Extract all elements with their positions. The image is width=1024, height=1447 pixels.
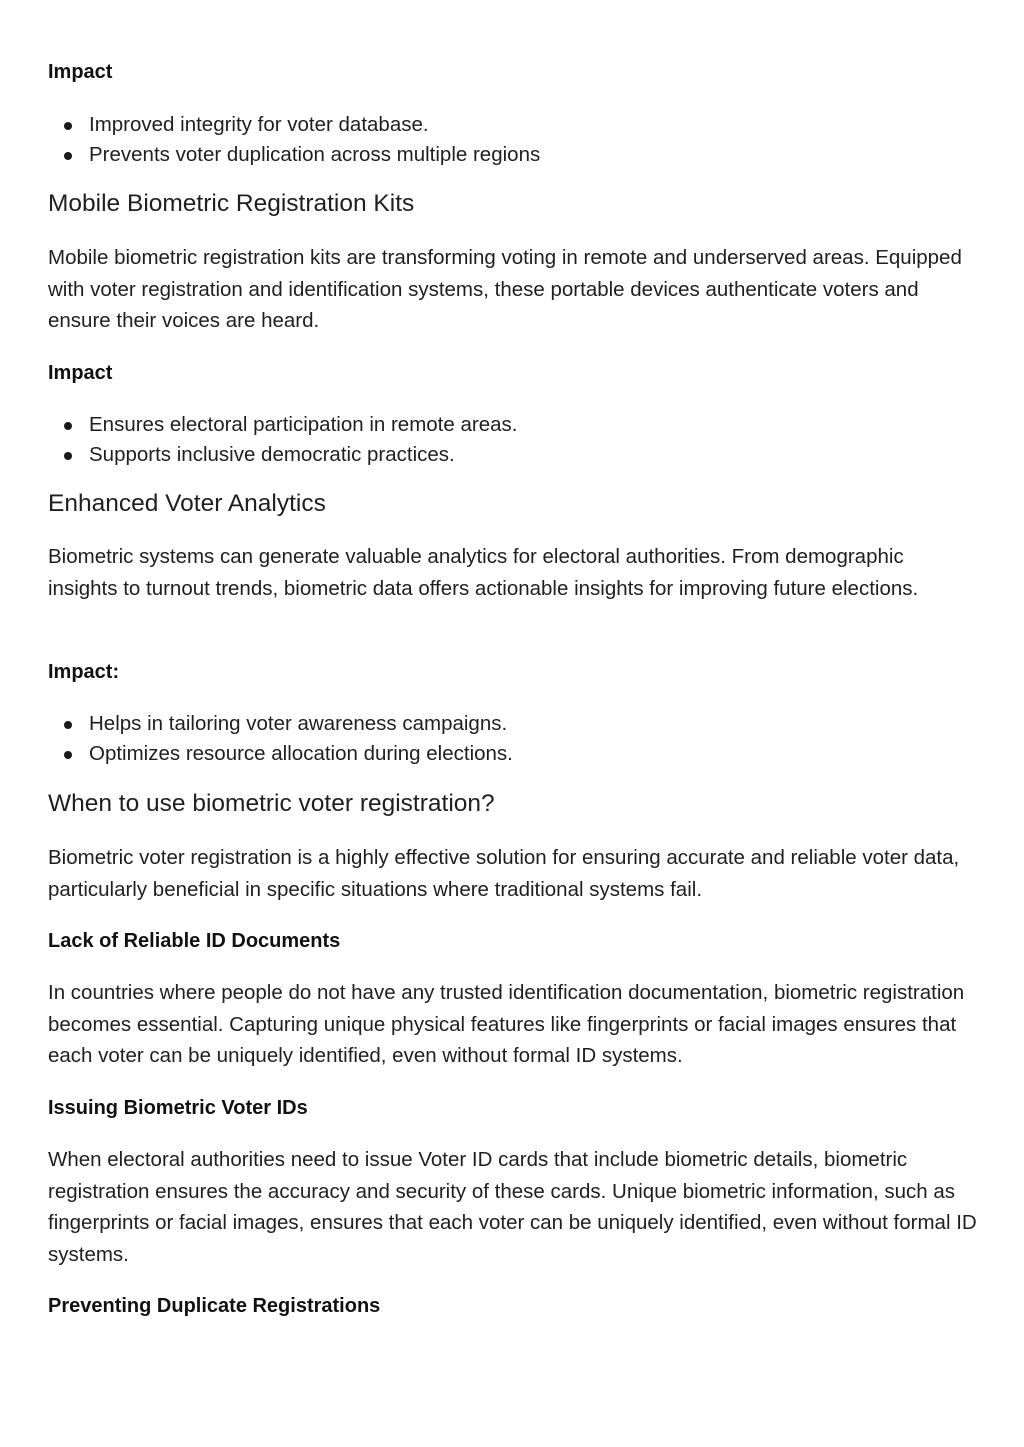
list-item: Improved integrity for voter database. [48,110,978,140]
section-heading: Mobile Biometric Registration Kits [48,190,415,217]
list-item: Helps in tailoring voter awareness campaigns. [48,709,978,739]
impact-list [48,410,978,469]
bullet-icon [64,152,72,160]
section-paragraph: Biometric systems can generate valuable analytics for electoral authorities. From demographic insights to turnout trends, biometric data offers actionable insights for improving future elections. [48,545,919,600]
subsection-heading: Issuing Biometric Voter IDs [48,1097,308,1119]
section-heading: When to use biometric voter registration? [48,790,495,817]
subsection-heading: Preventing Duplicate Registrations [48,1295,381,1317]
list-item: Supports inclusive democratic practices. [48,440,978,470]
list-item: Prevents voter duplication across multiple regions [48,140,978,170]
section-paragraph: When electoral authorities need to issue Voter ID cards that include biometric details, biometric registration ensures the accuracy and security of these cards. Unique biometric information, such as fingerprints or facial images, ensures that each voter can be uniquely identified, even without formal ID systems. [48,1148,977,1266]
section-paragraph: Biometric voter registration is a highly effective solution for ensuring accurate and reliable voter data, particularly beneficial in specific situations where traditional systems fail. [48,846,960,901]
list-item: Optimizes resource allocation during elections. [48,739,978,769]
subsection-heading: Lack of Reliable ID Documents [48,930,341,952]
bullet-icon [64,422,72,430]
impact-label: Impact [48,362,113,384]
section-paragraph: Mobile biometric registration kits are transforming voting in remote and underserved areas. Equipped with voter registration and identification systems, these portable devices authenticate voters and ensure their voices are heard. [48,246,962,332]
impact-list [48,110,978,169]
bullet-icon [64,721,72,729]
impact-label: Impact: [48,661,120,683]
bullet-icon [64,122,72,130]
impact-list [48,709,978,768]
list-item: Ensures electoral participation in remote areas. [48,410,978,440]
impact-label: Impact [48,61,113,83]
section-heading: Enhanced Voter Analytics [48,490,326,517]
bullet-icon [64,452,72,460]
bullet-icon [64,751,72,759]
section-paragraph: In countries where people do not have any trusted identification documentation, biometric registration becomes essential. Capturing unique physical features like fingerprints or facial images ensures that each voter can be uniquely identified, even without formal ID systems. [48,981,965,1067]
